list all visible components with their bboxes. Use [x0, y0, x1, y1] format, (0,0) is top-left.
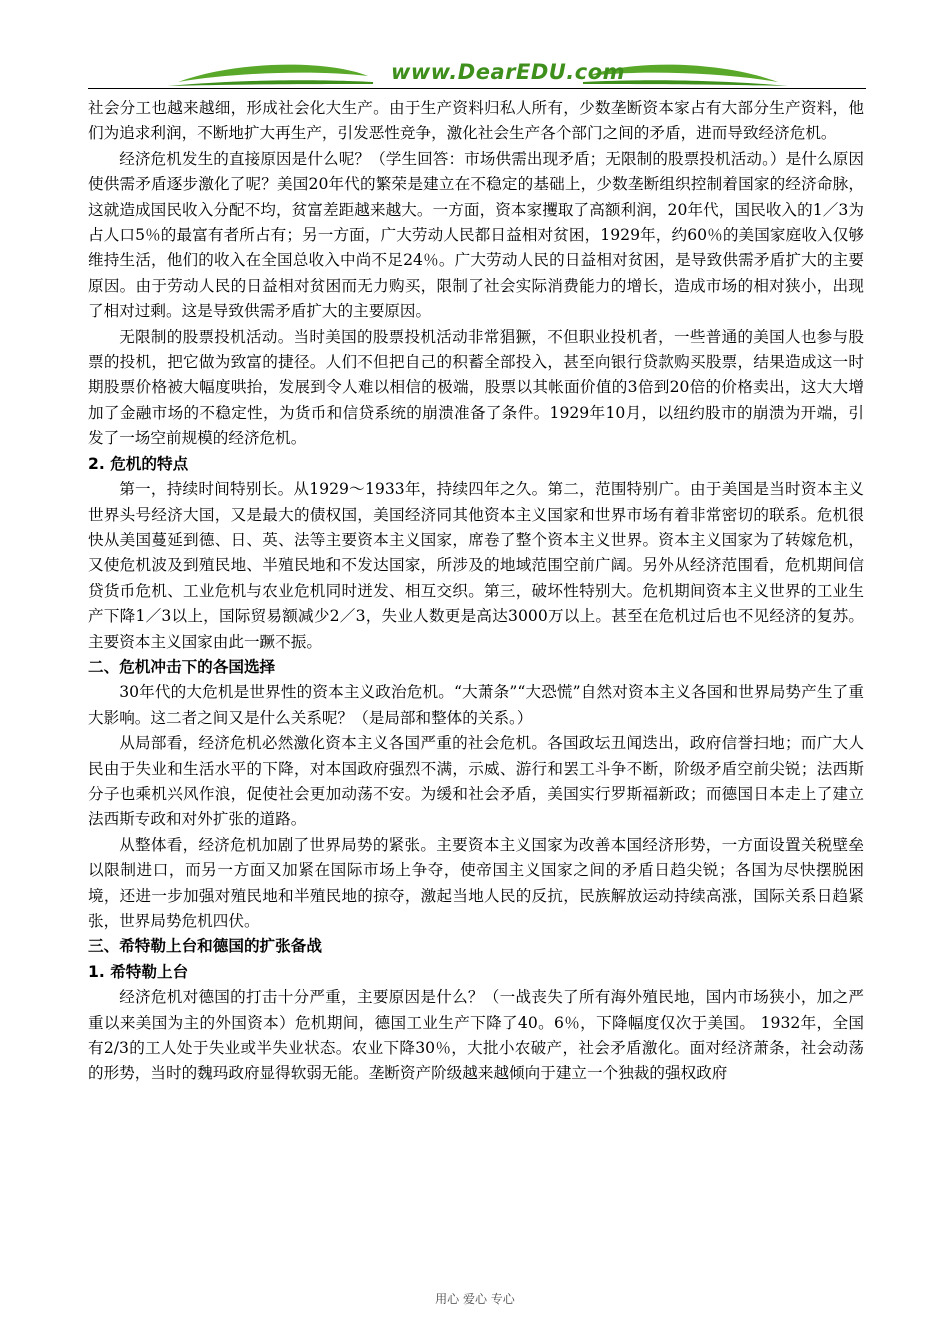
- paragraph: 从局部看，经济危机必然激化资本主义各国严重的社会危机。各国政坛丑闻迭出，政府信誉扫地；而广大人民由于失业和生活水平的下降，对本国政府强烈不满，示威、游行和罢工斗争不断，阶级矛盾空前尖锐；法西斯分子也乘机兴风作浪，促使社会更加动荡不安。为缓和社会矛盾，美国实行罗斯福新政；而德国日本走上了建立法西斯专政和对外扩张的道路。: [88, 734, 864, 829]
- page-header: [88, 56, 866, 92]
- paragraph: 第一，持续时间特别长。从1929～1933年，持续四年之久。第二，范围特别广。由于美国是当时资本主义世界头号经济大国，又是最大的债权国，美国经济同其他资本主义国家和世界市场有着非常密切的联系。危机很快从美国蔓延到德、日、英、法等主要资本主义国家，席卷了整个资本主义世界。资本主义国家为了转嫁危机，又使危机波及到殖民地、半殖民地和不发达国家，所涉及的地域范围空前广阔。另外从经济范围看，危机期间信贷货币危机、工业危机与农业危机同时迸发、相互交织。第三，破坏性特别大。危机期间资本主义世界的工业生产下降1／3以上，国际贸易额减少2／3，失业人数更是高达3000万以上。甚至在危机过后也不见经济的复苏。主要资本主义国家由此一蹶不振。: [88, 480, 864, 651]
- section-heading: 2. 危机的特点: [88, 454, 189, 473]
- paragraph: 经济危机发生的直接原因是什么呢？（学生回答：市场供需出现矛盾；无限制的股票投机活动。）是什么原因使供需矛盾逐步激化了呢？美国20年代的繁荣是建立在不稳定的基础上，少数垄断组织控制着国家的经济命脉，这就造成国民收入分配不均，贫富差距越来越大。一方面，资本家攫取了高额利润，20年代，国民收入的1／3为占人口5％的最富有者所占有；另一方面，广大劳动人民都日益相对贫困，1929年，约60％的美国家庭收入仅够维持生活，他们的收入在全国总收入中尚不足24％。广大劳动人民的日益相对贫困，是导致供需矛盾扩大的主要原因。由于劳动人民的日益相对贫困而无力购买，限制了社会实际消费能力的增长，造成市场的相对狭小，出现了相对过剩。这是导致供需矛盾扩大的主要原因。: [88, 149, 864, 321]
- paragraph: 经济危机对德国的打击十分严重，主要原因是什么？（一战丧失了所有海外殖民地，国内市场狭小，加之严重以来美国为主的外国资本）危机期间，德国工业生产下降了40。6％，下降幅度仅次于美国。 1932年，全国有2/3的工人处于失业或半失业状态。农业下降30％，大批小农破产，社会矛盾激化。面对经济萧条，社会动荡的形势，当时的魏玛政府显得软弱无能。垄断资产阶级越来越倾向于建立一个独裁的强权政府: [88, 988, 864, 1083]
- header-divider: [88, 88, 866, 89]
- document-body: [88, 96, 864, 1087]
- section-heading: 三、希特勒上台和德国的扩张备战: [88, 937, 322, 956]
- subsection-heading: 1. 希特勒上台: [88, 962, 189, 981]
- paragraph: 从整体看，经济危机加剧了世界局势的紧张。主要资本主义国家为改善本国经济形势，一方面设置关税壁垒以限制进口，而另一方面又加紧在国际市场上争夺，使帝国主义国家之间的矛盾日趋尖锐；各国为尽快摆脱困境，还进一步加强对殖民地和半殖民地的掠夺，激起当地人民的反抗，民族解放运动持续高涨，国际关系日趋紧张，世界局势危机四伏。: [88, 835, 864, 930]
- site-logo-text: www.DearEDU.com: [390, 60, 626, 84]
- paragraph: 30年代的大危机是世界性的资本主义政治危机。“大萧条”“大恐慌”自然对资本主义各国和世界局势产生了重大影响。这二者之间又是什么关系呢？（是局部和整体的关系。）: [88, 683, 864, 727]
- section-heading: 二、危机冲击下的各国选择: [88, 657, 276, 676]
- page-footer: 用心 爱心 专心: [435, 1292, 515, 1306]
- paragraph: 无限制的股票投机活动。当时美国的股票投机活动非常猖獗，不但职业投机者，一些普通的美国人也参与股票的投机，把它做为致富的捷径。人们不但把自己的积蓄全部投入，甚至向银行贷款购买股票，结果造成这一时期股票价格被大幅度哄抬，发展到令人难以相信的极端，股票以其帐面价值的3倍到20倍的价格卖出，这大大增加了金融市场的不稳定性，为货币和信贷系统的崩溃准备了条件。1929年10月，以纽约股市的崩溃为开端，引发了一场空前规模的经济危机。: [88, 327, 864, 448]
- paragraph: 社会分工也越来越细，形成社会化大生产。由于生产资料归私人所有，少数垄断资本家占有大部分生产资料，他们为追求利润，不断地扩大再生产，引发恶性竞争，激化社会生产各个部门之间的矛盾，进而导致经济危机。: [88, 99, 864, 143]
